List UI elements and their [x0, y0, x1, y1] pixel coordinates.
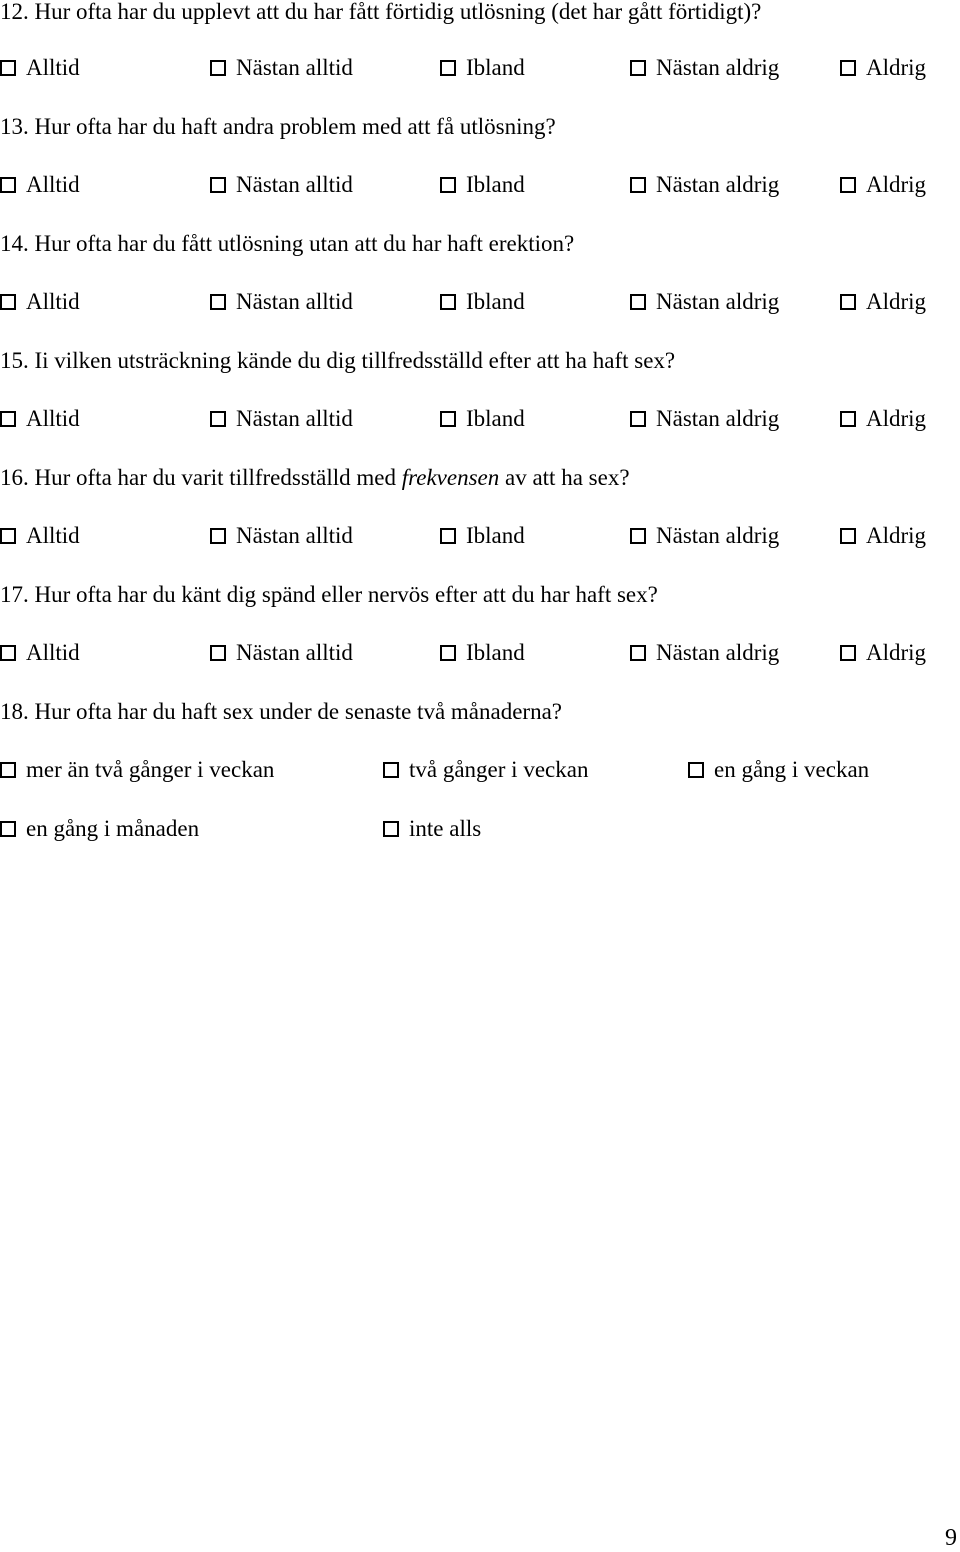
option-nastan-aldrig[interactable]: [630, 639, 779, 667]
option-label: Aldrig: [866, 55, 927, 80]
option-ibland[interactable]: [440, 522, 525, 550]
option-nastan-alltid[interactable]: [210, 522, 353, 550]
checkbox-icon[interactable]: [0, 821, 16, 837]
checkbox-icon[interactable]: [210, 294, 226, 310]
checkbox-icon[interactable]: [840, 177, 856, 193]
checkbox-icon[interactable]: [440, 294, 456, 310]
option-label: Alltid: [26, 523, 80, 548]
checkbox-icon[interactable]: [840, 528, 856, 544]
option-label: Ibland: [466, 640, 525, 665]
answer-row-q16: [0, 522, 960, 550]
answer-row-q13: [0, 171, 960, 199]
option-label: Nästan alltid: [236, 406, 353, 431]
checkbox-icon[interactable]: [630, 60, 646, 76]
checkbox-icon[interactable]: [840, 294, 856, 310]
option-en-gang-i-veckan[interactable]: [688, 756, 869, 784]
checkbox-icon[interactable]: [0, 294, 16, 310]
option-aldrig[interactable]: [840, 54, 926, 82]
option-nastan-aldrig[interactable]: [630, 522, 779, 550]
checkbox-icon[interactable]: [440, 528, 456, 544]
option-label: Nästan aldrig: [656, 523, 780, 548]
option-alltid[interactable]: [0, 405, 80, 433]
checkbox-icon[interactable]: [0, 177, 16, 193]
option-label: Aldrig: [866, 523, 927, 548]
option-alltid[interactable]: [0, 54, 80, 82]
option-label: Aldrig: [866, 640, 927, 665]
checkbox-icon[interactable]: [840, 60, 856, 76]
option-ibland[interactable]: [440, 54, 525, 82]
question-16: [0, 464, 630, 492]
option-alltid[interactable]: [0, 288, 80, 316]
checkbox-icon[interactable]: [840, 411, 856, 427]
checkbox-icon[interactable]: [383, 821, 399, 837]
answer-row-q14: [0, 288, 960, 316]
option-label: Ibland: [466, 523, 525, 548]
question-15: 15. Ii vilken utsträckning kände du dig tillfredsställd efter att ha haft sex?: [0, 348, 676, 373]
option-aldrig[interactable]: [840, 639, 926, 667]
option-nastan-aldrig[interactable]: [630, 54, 779, 82]
checkbox-icon[interactable]: [630, 294, 646, 310]
checkbox-icon[interactable]: [0, 60, 16, 76]
option-label: Nästan aldrig: [656, 172, 780, 197]
question-16-text: 16. Hur ofta har du varit tillfredsställd med: [0, 465, 402, 490]
checkbox-icon[interactable]: [630, 645, 646, 661]
checkbox-icon[interactable]: [210, 60, 226, 76]
option-label: Aldrig: [866, 172, 927, 197]
option-ibland[interactable]: [440, 639, 525, 667]
answer-row-q17: [0, 639, 960, 667]
option-label: Alltid: [26, 172, 80, 197]
option-en-gang-i-manaden[interactable]: [0, 815, 199, 843]
option-label: Nästan aldrig: [656, 55, 780, 80]
option-label: Alltid: [26, 640, 80, 665]
checkbox-icon[interactable]: [630, 411, 646, 427]
option-aldrig[interactable]: [840, 522, 926, 550]
option-label: Ibland: [466, 55, 525, 80]
option-label: Nästan alltid: [236, 523, 353, 548]
option-aldrig[interactable]: [840, 405, 926, 433]
option-tva-ganger-i-veckan[interactable]: [383, 756, 588, 784]
question-16-emphasis: frekvensen: [401, 465, 500, 490]
option-label: en gång i månaden: [26, 816, 200, 841]
checkbox-icon[interactable]: [210, 177, 226, 193]
question-18: 18. Hur ofta har du haft sex under de senaste två månaderna?: [0, 699, 562, 724]
checkbox-icon[interactable]: [440, 60, 456, 76]
question-16-text-end: av att ha sex?: [499, 465, 630, 490]
checkbox-icon[interactable]: [688, 762, 704, 778]
option-label: Nästan alltid: [236, 640, 353, 665]
checkbox-icon[interactable]: [210, 411, 226, 427]
option-label: Ibland: [466, 172, 525, 197]
option-label: Alltid: [26, 55, 80, 80]
option-label: Alltid: [26, 406, 80, 431]
checkbox-icon[interactable]: [630, 177, 646, 193]
option-label: en gång i veckan: [714, 757, 870, 782]
option-label: Nästan aldrig: [656, 289, 780, 314]
question-17: 17. Hur ofta har du känt dig spänd eller nervös efter att du har haft sex?: [0, 582, 658, 607]
option-label: två gånger i veckan: [409, 757, 589, 782]
answer-row-q15: [0, 405, 960, 433]
option-nastan-aldrig[interactable]: [630, 288, 779, 316]
option-nastan-alltid[interactable]: [210, 288, 353, 316]
checkbox-icon[interactable]: [383, 762, 399, 778]
checkbox-icon[interactable]: [210, 645, 226, 661]
question-12: 12. Hur ofta har du upplevt att du har fått förtidig utlösning (det har gått förtidigt)?: [0, 0, 762, 24]
checkbox-icon[interactable]: [630, 528, 646, 544]
option-label: inte alls: [409, 816, 482, 841]
option-ibland[interactable]: [440, 171, 525, 199]
answer-row-q12: [0, 54, 960, 82]
option-label: Nästan aldrig: [656, 406, 780, 431]
option-nastan-alltid[interactable]: [210, 171, 353, 199]
checkbox-icon[interactable]: [0, 645, 16, 661]
checkbox-icon[interactable]: [440, 645, 456, 661]
option-label: Ibland: [466, 406, 525, 431]
answer-row-q18-line1: [0, 756, 960, 784]
checkbox-icon[interactable]: [440, 411, 456, 427]
option-label: Nästan alltid: [236, 172, 353, 197]
answer-row-q18-line2: [0, 815, 960, 843]
option-mer-an-tva-ganger-i-veckan[interactable]: [0, 756, 274, 784]
option-ibland[interactable]: [440, 288, 525, 316]
checkbox-icon[interactable]: [0, 411, 16, 427]
option-alltid[interactable]: [0, 522, 80, 550]
page-number: 9: [945, 1525, 957, 1551]
option-nastan-alltid[interactable]: [210, 639, 353, 667]
option-label: Nästan aldrig: [656, 640, 780, 665]
option-aldrig[interactable]: [840, 171, 926, 199]
question-14: 14. Hur ofta har du fått utlösning utan att du har haft erektion?: [0, 231, 575, 256]
option-label: Nästan alltid: [236, 55, 353, 80]
option-nastan-alltid[interactable]: [210, 405, 353, 433]
option-label: mer än två gånger i veckan: [26, 757, 275, 782]
option-label: Nästan alltid: [236, 289, 353, 314]
option-label: Alltid: [26, 289, 80, 314]
checkbox-icon[interactable]: [210, 528, 226, 544]
option-alltid[interactable]: [0, 639, 80, 667]
option-label: Aldrig: [866, 406, 927, 431]
option-label: Ibland: [466, 289, 525, 314]
checkbox-icon[interactable]: [0, 762, 16, 778]
option-ibland[interactable]: [440, 405, 525, 433]
question-13: 13. Hur ofta har du haft andra problem med att få utlösning?: [0, 114, 556, 139]
checkbox-icon[interactable]: [440, 177, 456, 193]
option-alltid[interactable]: [0, 171, 80, 199]
checkbox-icon[interactable]: [840, 645, 856, 661]
checkbox-icon[interactable]: [0, 528, 16, 544]
option-inte-alls[interactable]: [383, 815, 481, 843]
option-nastan-aldrig[interactable]: [630, 405, 779, 433]
option-nastan-alltid[interactable]: [210, 54, 353, 82]
option-aldrig[interactable]: [840, 288, 926, 316]
option-label: Aldrig: [866, 289, 927, 314]
option-nastan-aldrig[interactable]: [630, 171, 779, 199]
